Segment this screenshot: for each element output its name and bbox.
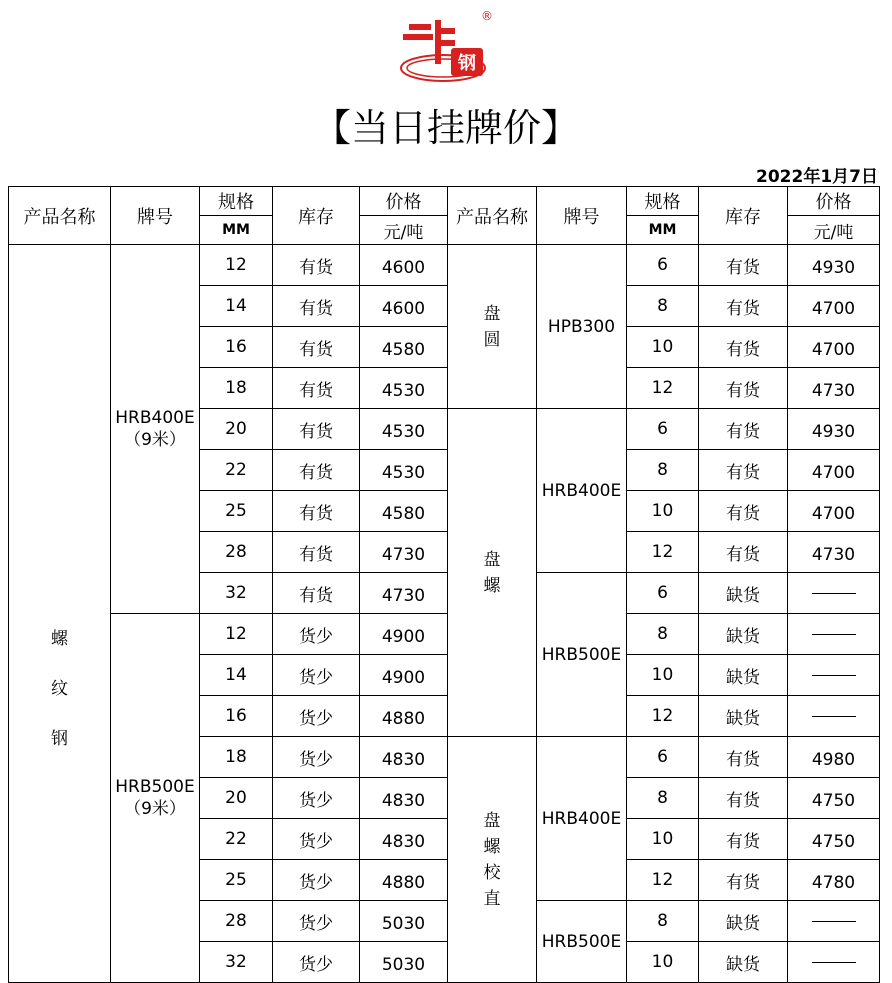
product-name-char: 直: [483, 888, 501, 909]
spec-cell: 12: [627, 532, 699, 573]
header-product: 产品名称: [9, 187, 111, 245]
stock-cell: 有货: [273, 450, 360, 491]
price-cell: 4700: [788, 450, 880, 491]
stock-cell: 货少: [273, 655, 360, 696]
spec-cell: 10: [627, 942, 699, 983]
stock-cell: 货少: [273, 614, 360, 655]
company-logo: [395, 6, 495, 84]
brand-note: （9米）: [124, 430, 186, 450]
brand-cell: HPB300: [537, 245, 627, 409]
spec-cell: 8: [627, 901, 699, 942]
stock-cell: 有货: [699, 450, 788, 491]
header-price-unit: 元/吨: [788, 216, 880, 245]
spec-cell: 20: [200, 409, 273, 450]
stock-cell: 有货: [273, 491, 360, 532]
stock-cell: 有货: [699, 778, 788, 819]
spec-cell: 12: [627, 696, 699, 737]
spec-cell: 32: [200, 942, 273, 983]
stock-cell: 有货: [699, 860, 788, 901]
product-name-char: 盘: [483, 549, 501, 570]
spec-cell: 18: [200, 737, 273, 778]
product-name-cell: [448, 245, 537, 409]
header-stock: 库存: [273, 187, 360, 245]
spec-cell: 22: [200, 819, 273, 860]
price-cell: 4750: [788, 778, 880, 819]
header-row: [9, 187, 880, 216]
price-table: [8, 186, 880, 983]
price-cell: 5030: [360, 942, 448, 983]
spec-cell: 8: [627, 450, 699, 491]
product-name-char: 螺: [483, 836, 501, 857]
spec-cell: 28: [200, 532, 273, 573]
product-name-char: 盘: [483, 810, 501, 831]
stock-cell: 缺货: [699, 696, 788, 737]
stock-cell: 货少: [273, 860, 360, 901]
price-cell: 4880: [360, 860, 448, 901]
header-spec: 规格: [627, 187, 699, 216]
product-name-char: 校: [483, 862, 501, 883]
price-cell: 4900: [360, 614, 448, 655]
product-name-char: 圆: [483, 329, 501, 350]
price-cell: 5030: [360, 901, 448, 942]
stock-cell: 有货: [273, 327, 360, 368]
table-row: [9, 614, 880, 655]
stock-cell: 有货: [699, 819, 788, 860]
brand-cell: HRB500E: [537, 573, 627, 737]
price-cell: 4600: [360, 245, 448, 286]
spec-cell: 28: [200, 901, 273, 942]
spec-cell: 10: [627, 327, 699, 368]
dash-mark: [812, 716, 856, 717]
stock-cell: 缺货: [699, 901, 788, 942]
price-cell: 4700: [788, 286, 880, 327]
price-cell: 4730: [360, 532, 448, 573]
stock-cell: 缺货: [699, 614, 788, 655]
spec-cell: 14: [200, 655, 273, 696]
brand-cell: HRB400E: [537, 409, 627, 573]
table-row: [9, 245, 880, 286]
price-cell: 4880: [360, 696, 448, 737]
price-cell: [788, 942, 880, 983]
header-stock: 库存: [699, 187, 788, 245]
stock-cell: 货少: [273, 819, 360, 860]
dash-mark: [812, 634, 856, 635]
price-cell: 4900: [360, 655, 448, 696]
spec-cell: 16: [200, 327, 273, 368]
spec-cell: 6: [627, 737, 699, 778]
price-cell: [788, 696, 880, 737]
stock-cell: 有货: [699, 532, 788, 573]
spec-cell: 18: [200, 368, 273, 409]
stock-cell: 有货: [699, 368, 788, 409]
stock-cell: 货少: [273, 778, 360, 819]
header-spec-unit: MM: [627, 216, 699, 245]
price-cell: 4780: [788, 860, 880, 901]
header-price: 价格: [788, 187, 880, 216]
spec-cell: 10: [627, 819, 699, 860]
price-cell: 4700: [788, 491, 880, 532]
stock-cell: 有货: [699, 327, 788, 368]
price-cell: 4830: [360, 819, 448, 860]
stock-cell: 有货: [273, 245, 360, 286]
price-cell: 4600: [360, 286, 448, 327]
spec-cell: 12: [627, 368, 699, 409]
product-name-cell: [448, 409, 537, 737]
stock-cell: 有货: [273, 532, 360, 573]
header-product: 产品名称: [448, 187, 537, 245]
stock-cell: 有货: [273, 286, 360, 327]
price-cell: 4730: [788, 368, 880, 409]
logo-glyph-hu: [403, 20, 455, 64]
dash-mark: [812, 921, 856, 922]
brand-cell: [111, 614, 200, 983]
price-cell: 4730: [360, 573, 448, 614]
price-date: 2022年1月7日: [756, 167, 878, 187]
product-name-cell: [9, 245, 111, 983]
header-brand: 牌号: [111, 187, 200, 245]
product-name-char: 纹: [51, 678, 68, 699]
spec-cell: 25: [200, 860, 273, 901]
brand-cell: [111, 245, 200, 614]
spec-cell: 12: [200, 245, 273, 286]
spec-cell: 12: [627, 860, 699, 901]
stock-cell: 有货: [699, 409, 788, 450]
brand-cell: HRB400E: [537, 737, 627, 901]
stock-cell: 货少: [273, 696, 360, 737]
logo-text: 钢: [458, 53, 476, 74]
stock-cell: 缺货: [699, 573, 788, 614]
price-cell: 4580: [360, 491, 448, 532]
price-cell: [788, 655, 880, 696]
price-cell: [788, 901, 880, 942]
dash-mark: [812, 675, 856, 676]
price-cell: 4830: [360, 737, 448, 778]
brand-cell: HRB500E: [537, 901, 627, 983]
stock-cell: 有货: [273, 368, 360, 409]
price-cell: 4830: [360, 778, 448, 819]
stock-cell: 货少: [273, 737, 360, 778]
spec-cell: 10: [627, 655, 699, 696]
header-brand: 牌号: [537, 187, 627, 245]
header-spec: 规格: [200, 187, 273, 216]
brand-note: （9米）: [124, 799, 186, 819]
registered-mark: ®: [481, 9, 493, 23]
spec-cell: 12: [200, 614, 273, 655]
price-cell: 4530: [360, 409, 448, 450]
brand-label: HRB500E: [115, 777, 195, 797]
spec-cell: 8: [627, 286, 699, 327]
spec-cell: 6: [627, 245, 699, 286]
dash-mark: [812, 593, 856, 594]
price-cell: [788, 573, 880, 614]
spec-cell: 8: [627, 614, 699, 655]
product-name-char: 螺: [51, 628, 68, 649]
product-name-cell: [448, 737, 537, 983]
price-cell: 4530: [360, 450, 448, 491]
stock-cell: 货少: [273, 942, 360, 983]
price-cell: 4930: [788, 409, 880, 450]
spec-cell: 8: [627, 778, 699, 819]
brand-label: HRB400E: [115, 408, 195, 428]
spec-cell: 16: [200, 696, 273, 737]
stock-cell: 缺货: [699, 655, 788, 696]
spec-cell: 10: [627, 491, 699, 532]
stock-cell: 有货: [699, 737, 788, 778]
spec-cell: 6: [627, 573, 699, 614]
product-name-char: 螺: [483, 575, 501, 596]
price-cell: 4930: [788, 245, 880, 286]
stock-cell: 有货: [699, 491, 788, 532]
header-spec-unit: MM: [200, 216, 273, 245]
price-cell: [788, 614, 880, 655]
stock-cell: 有货: [273, 573, 360, 614]
price-cell: 4700: [788, 327, 880, 368]
stock-cell: 货少: [273, 901, 360, 942]
header-price: 价格: [360, 187, 448, 216]
spec-cell: 22: [200, 450, 273, 491]
product-name-char: 盘: [483, 303, 501, 324]
price-cell: 4530: [360, 368, 448, 409]
dash-mark: [812, 962, 856, 963]
stock-cell: 有货: [699, 245, 788, 286]
spec-cell: 14: [200, 286, 273, 327]
stock-cell: 有货: [699, 286, 788, 327]
page-title: 【当日挂牌价】: [312, 106, 579, 150]
spec-cell: 20: [200, 778, 273, 819]
price-cell: 4730: [788, 532, 880, 573]
spec-cell: 32: [200, 573, 273, 614]
spec-cell: 6: [627, 409, 699, 450]
price-cell: 4980: [788, 737, 880, 778]
price-cell: 4750: [788, 819, 880, 860]
spec-cell: 25: [200, 491, 273, 532]
product-name-char: 钢: [51, 728, 68, 749]
stock-cell: 缺货: [699, 942, 788, 983]
stock-cell: 有货: [273, 409, 360, 450]
header-price-unit: 元/吨: [360, 216, 448, 245]
price-cell: 4580: [360, 327, 448, 368]
